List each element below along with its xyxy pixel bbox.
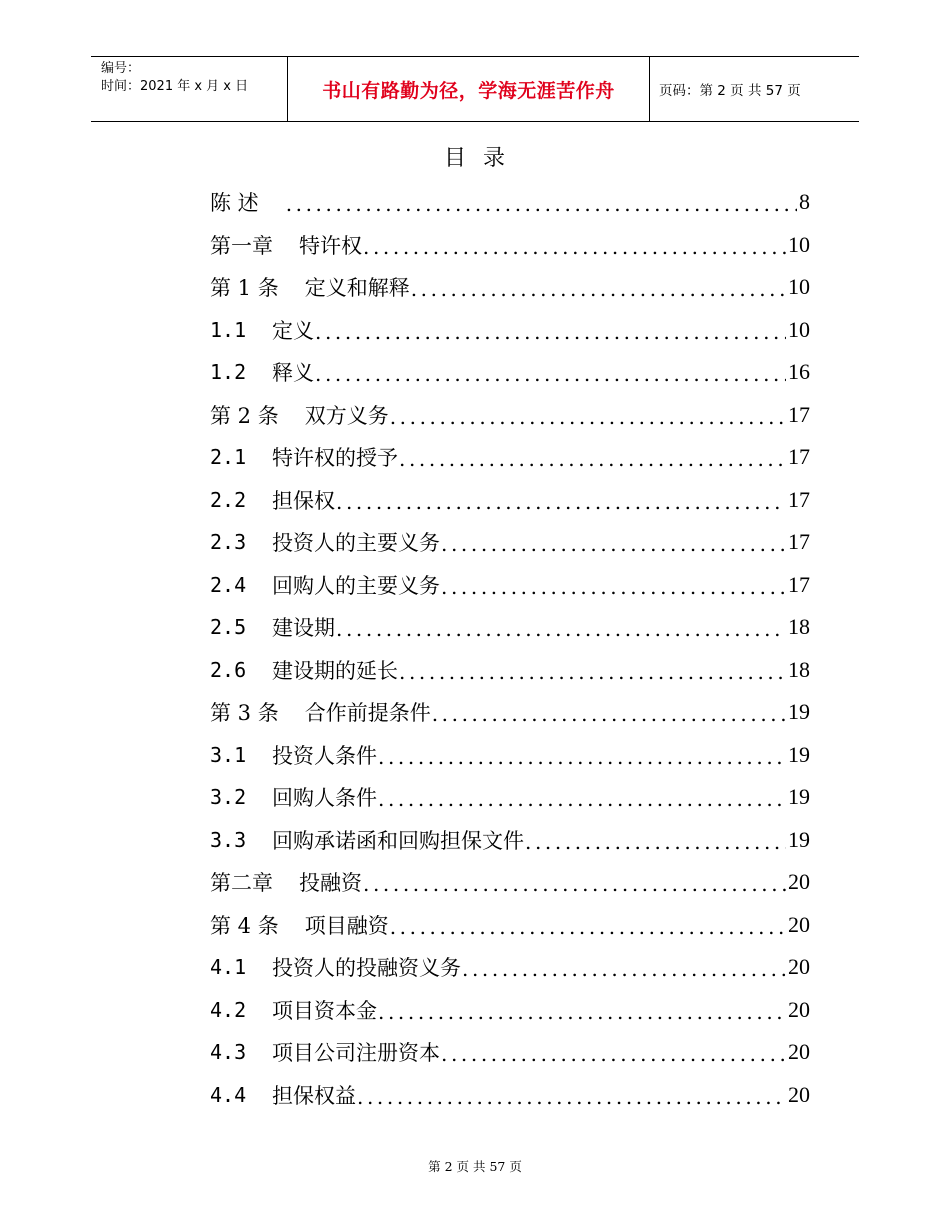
toc-entry-page: 19 (788, 741, 810, 767)
toc-entry[interactable] (210, 734, 810, 777)
toc-entry[interactable] (210, 776, 810, 819)
toc-entry-number: 2.1 (210, 445, 247, 470)
toc-entry-number: 2.5 (210, 615, 247, 640)
toc-entry[interactable] (210, 904, 810, 947)
toc-dot-leader (336, 492, 786, 512)
toc-entry-number: 1.2 (210, 360, 247, 385)
toc-entry-number: 第 2 条 (210, 403, 279, 428)
toc-entry-page: 16 (788, 359, 810, 385)
toc-entry-page: 20 (788, 1081, 810, 1107)
header-page-cell (650, 57, 859, 121)
toc-dot-leader (357, 1087, 786, 1107)
toc-entry-page: 17 (788, 571, 810, 597)
toc-entry-number: 2.6 (210, 657, 247, 682)
toc-entry-number: 第 4 条 (210, 913, 279, 938)
toc-entry-page: 10 (788, 274, 810, 300)
toc-entry-page: 18 (788, 656, 810, 682)
toc-dot-leader (363, 874, 786, 894)
toc-entry[interactable] (210, 521, 810, 564)
toc-entry-number: 第 1 条 (210, 276, 279, 301)
toc-entry[interactable] (210, 649, 810, 692)
toc-entry-number: 4.3 (210, 1040, 247, 1065)
code-label: 编号： (101, 61, 141, 76)
toc-entry-title: 担保权益 (272, 1083, 356, 1108)
toc-entry-number: 4.4 (210, 1082, 247, 1107)
toc-entry-title: 回购人的主要义务 (272, 573, 440, 598)
toc-entry-page: 20 (788, 869, 810, 895)
toc-entry-page: 8 (799, 189, 810, 215)
toc-entry-number: 4.2 (210, 997, 247, 1022)
toc-entry-number: 第二章 (210, 871, 273, 896)
toc-dot-leader (441, 534, 786, 554)
toc-dot-leader (363, 237, 786, 257)
toc-entry-page: 17 (788, 444, 810, 470)
toc-dot-leader (399, 662, 786, 682)
toc-dot-leader (378, 789, 786, 809)
toc-dot-leader (390, 917, 786, 937)
toc-entry[interactable] (210, 266, 810, 309)
toc-entry[interactable] (210, 564, 810, 607)
toc-entry-title: 建设期 (272, 616, 335, 641)
toc-entry-page: 20 (788, 911, 810, 937)
toc-entry-number: 第一章 (210, 233, 273, 258)
toc-entry-title: 释义 (272, 361, 314, 386)
toc-entry[interactable] (210, 224, 810, 267)
toc-entry[interactable] (210, 1031, 810, 1074)
toc-entry-title: 投资人条件 (272, 743, 377, 768)
toc-entry[interactable] (210, 819, 810, 862)
toc-entry[interactable] (210, 989, 810, 1032)
toc-entry-title: 建设期的延长 (272, 658, 398, 683)
toc-entry[interactable] (210, 1074, 810, 1117)
toc-dot-leader (432, 704, 786, 724)
toc-entry-page: 20 (788, 1039, 810, 1065)
toc-entry-number: 2.4 (210, 572, 247, 597)
toc-entry-page: 17 (788, 401, 810, 427)
page-footer: 第 2 页 共 57 页 (428, 1159, 522, 1174)
toc-entry-page: 17 (788, 529, 810, 555)
toc-entry-page: 17 (788, 486, 810, 512)
toc-entry-page: 10 (788, 231, 810, 257)
toc-dot-leader (378, 1002, 786, 1022)
toc-entry-number: 1.1 (210, 317, 247, 342)
toc-entry-number: 4.1 (210, 955, 247, 980)
motto-text: 书山有路勤为径，学海无涯苦作舟 (322, 79, 615, 102)
toc-entry-number: 2.3 (210, 530, 247, 555)
toc-entry-title: 特许权的授予 (272, 446, 398, 471)
toc-dot-leader (286, 194, 797, 214)
header-meta-cell (91, 57, 287, 121)
toc-entry[interactable] (210, 309, 810, 352)
header-motto-cell (287, 57, 650, 121)
toc-dot-leader (411, 279, 786, 299)
toc-dot-leader (525, 832, 786, 852)
toc-entry-title: 定义和解释 (304, 276, 410, 301)
toc-entry-title: 定义 (272, 318, 314, 343)
toc-entry-number: 3.2 (210, 785, 247, 810)
table-of-contents (210, 181, 810, 1116)
toc-entry-page: 19 (788, 826, 810, 852)
toc-entry[interactable] (210, 394, 810, 437)
toc-entry-title: 投资人的主要义务 (272, 531, 440, 556)
toc-entry-page: 20 (788, 996, 810, 1022)
toc-entry-title: 项目融资 (304, 913, 389, 938)
toc-entry-page: 19 (788, 784, 810, 810)
toc-entry[interactable] (210, 606, 810, 649)
toc-entry[interactable] (210, 861, 810, 904)
toc-entry-title: 项目资本金 (272, 998, 377, 1023)
toc-dot-leader (336, 619, 786, 639)
toc-entry[interactable] (210, 436, 810, 479)
toc-entry-page: 10 (788, 316, 810, 342)
toc-entry-page: 20 (788, 954, 810, 980)
toc-dot-leader (441, 577, 786, 597)
page-header (91, 56, 859, 122)
toc-dot-leader (315, 364, 786, 384)
toc-entry-title: 投资人的投融资义务 (272, 956, 461, 981)
toc-entry-title: 项目公司注册资本 (272, 1041, 440, 1066)
toc-entry-number: 3.3 (210, 827, 247, 852)
toc-entry-title: 合作前提条件 (304, 701, 431, 726)
toc-entry[interactable] (210, 946, 810, 989)
toc-entry[interactable] (210, 691, 810, 734)
toc-title: 目 录 (444, 146, 506, 171)
toc-dot-leader (462, 959, 786, 979)
toc-entry-page: 18 (788, 614, 810, 640)
toc-entry-number: 第 3 条 (210, 701, 279, 726)
toc-entry[interactable] (210, 351, 810, 394)
header-page-info: 页码：第 2 页 共 57 页 (659, 83, 801, 99)
toc-entry-title: 双方义务 (304, 403, 389, 428)
toc-entry-title: 投融资 (299, 871, 362, 896)
toc-entry-title: 回购承诺函和回购担保文件 (272, 828, 524, 853)
toc-entry-number: 3.1 (210, 742, 247, 767)
toc-dot-leader (441, 1044, 786, 1064)
toc-dot-leader (399, 449, 786, 469)
toc-entry[interactable] (210, 181, 810, 224)
toc-entry-title: 回购人条件 (272, 786, 377, 811)
toc-entry[interactable] (210, 479, 810, 522)
toc-entry-title: 担保权 (272, 488, 335, 513)
toc-entry-page: 19 (788, 699, 810, 725)
toc-entry-number: 陈 述 (210, 191, 259, 216)
toc-entry-title: 特许权 (299, 233, 362, 258)
toc-dot-leader (390, 407, 786, 427)
time-label: 时间：2021 年 x 月 x 日 (101, 79, 249, 94)
toc-dot-leader (378, 747, 786, 767)
toc-entry-number: 2.2 (210, 487, 247, 512)
toc-dot-leader (315, 322, 786, 342)
